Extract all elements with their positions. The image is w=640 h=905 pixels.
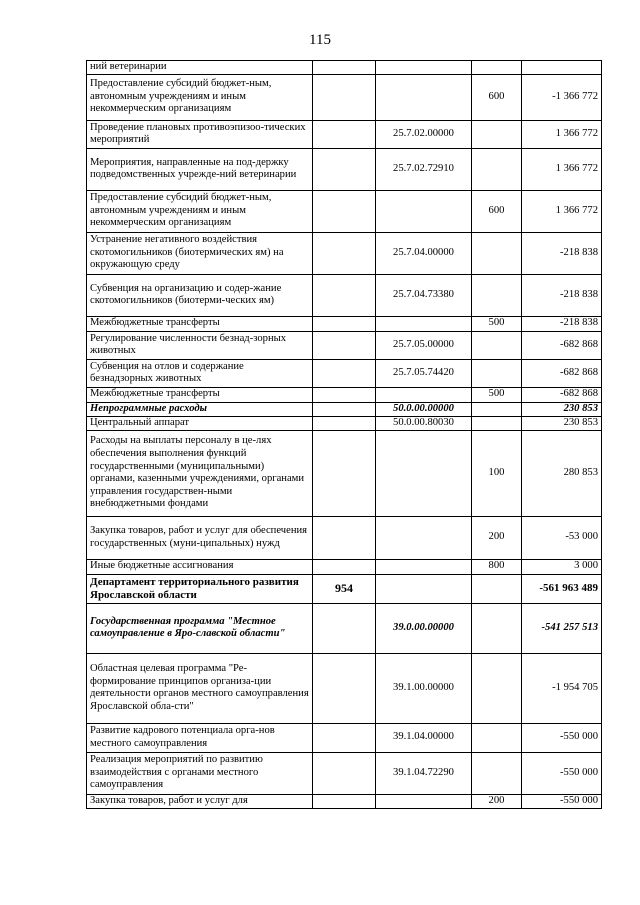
department-code-cell xyxy=(313,331,376,359)
row-name-cell: Закупка товаров, работ и услуг для xyxy=(87,794,313,808)
table-row xyxy=(87,723,602,752)
department-code-cell xyxy=(313,603,376,653)
row-name-cell: Предоставление субсидий бюджет-ным, автономным учреждениям и иным некоммерческим организациям xyxy=(87,74,313,120)
row-name-cell: ний ветеринарии xyxy=(87,61,313,75)
target-article-code-cell: 25.7.04.73380 xyxy=(376,274,472,316)
amount-cell: -561 963 489 xyxy=(522,574,602,603)
expense-type-cell xyxy=(472,331,522,359)
amount-cell: -682 868 xyxy=(522,331,602,359)
target-article-code-cell xyxy=(376,387,472,402)
amount-cell: -218 838 xyxy=(522,316,602,331)
expense-type-cell xyxy=(472,148,522,190)
amount-cell: -53 000 xyxy=(522,516,602,559)
expense-type-cell: 200 xyxy=(472,794,522,808)
table-row xyxy=(87,232,602,274)
target-article-code-cell: 25.7.05.74420 xyxy=(376,359,472,387)
expense-type-cell: 600 xyxy=(472,190,522,232)
table-row xyxy=(87,516,602,559)
row-name-cell: Реализация мероприятий по развитию взаимодействия с органами местного самоуправления xyxy=(87,752,313,794)
expense-type-cell xyxy=(472,120,522,148)
amount-cell: 280 853 xyxy=(522,430,602,516)
table-row xyxy=(87,794,602,808)
table-row xyxy=(87,190,602,232)
table-row xyxy=(87,559,602,574)
expense-type-cell xyxy=(472,274,522,316)
department-code-cell xyxy=(313,653,376,723)
amount-cell: 3 000 xyxy=(522,559,602,574)
amount-cell: -550 000 xyxy=(522,794,602,808)
row-name-cell: Устранение негативного воздействия скотомогильников (биотермических ям) на окружающую среду xyxy=(87,232,313,274)
amount-cell xyxy=(522,61,602,75)
table-row xyxy=(87,61,602,75)
amount-cell: 1 366 772 xyxy=(522,148,602,190)
expense-type-cell: 200 xyxy=(472,516,522,559)
department-code-cell xyxy=(313,402,376,416)
amount-cell: 1 366 772 xyxy=(522,190,602,232)
expense-type-cell: 100 xyxy=(472,430,522,516)
expense-type-cell: 600 xyxy=(472,74,522,120)
expense-type-cell xyxy=(472,61,522,75)
row-name-cell: Проведение плановых противоэпизоо-тических мероприятий xyxy=(87,120,313,148)
amount-cell: -682 868 xyxy=(522,387,602,402)
expense-type-cell: 500 xyxy=(472,387,522,402)
department-code-cell xyxy=(313,516,376,559)
expense-type-cell: 800 xyxy=(472,559,522,574)
row-name-cell: Мероприятия, направленные на под-держку подведомственных учрежде-ний ветеринарии xyxy=(87,148,313,190)
row-name-cell: Иные бюджетные ассигнования xyxy=(87,559,313,574)
page-number: 115 xyxy=(309,32,331,48)
target-article-code-cell: 25.7.02.72910 xyxy=(376,148,472,190)
expense-type-cell: 500 xyxy=(472,316,522,331)
expense-type-cell xyxy=(472,416,522,430)
department-code-cell xyxy=(313,232,376,274)
row-name-cell: Регулирование численности безнад-зорных животных xyxy=(87,331,313,359)
department-code-cell xyxy=(313,120,376,148)
target-article-code-cell xyxy=(376,794,472,808)
budget-table xyxy=(86,60,602,809)
target-article-code-cell: 50.0.00.00000 xyxy=(376,402,472,416)
row-name-cell: Государственная программа "Местное самоуправление в Яро-славской области" xyxy=(87,603,313,653)
amount-cell: -218 838 xyxy=(522,232,602,274)
table-row xyxy=(87,603,602,653)
department-code-cell xyxy=(313,274,376,316)
table-row xyxy=(87,331,602,359)
department-code-cell xyxy=(313,387,376,402)
row-name-cell: Центральный аппарат xyxy=(87,416,313,430)
table-row xyxy=(87,120,602,148)
row-name-cell: Областная целевая программа "Ре-формирование принципов организа-ции деятельности органов местного самоуправления Ярославской обла-сти" xyxy=(87,653,313,723)
amount-cell: -550 000 xyxy=(522,723,602,752)
target-article-code-cell xyxy=(376,61,472,75)
row-name-cell: Департамент территориального развития Ярославской области xyxy=(87,574,313,603)
target-article-code-cell xyxy=(376,559,472,574)
row-name-cell: Субвенция на организацию и содер-жание скотомогильников (биотерми-ческих ям) xyxy=(87,274,313,316)
table-row xyxy=(87,752,602,794)
amount-cell: -541 257 513 xyxy=(522,603,602,653)
row-name-cell: Закупка товаров, работ и услуг для обеспечения государственных (муни-ципальных) нужд xyxy=(87,516,313,559)
department-code-cell xyxy=(313,316,376,331)
department-code-cell xyxy=(313,359,376,387)
department-code-cell xyxy=(313,148,376,190)
amount-cell: 230 853 xyxy=(522,416,602,430)
target-article-code-cell: 39.1.00.00000 xyxy=(376,653,472,723)
department-code-cell: 954 xyxy=(313,574,376,603)
table-row xyxy=(87,387,602,402)
table-row xyxy=(87,274,602,316)
row-name-cell: Предоставление субсидий бюджет-ным, автономным учреждениям и иным некоммерческим организациям xyxy=(87,190,313,232)
target-article-code-cell: 39.1.04.72290 xyxy=(376,752,472,794)
row-name-cell: Непрограммные расходы xyxy=(87,402,313,416)
table-row xyxy=(87,402,602,416)
amount-cell: 230 853 xyxy=(522,402,602,416)
amount-cell: -550 000 xyxy=(522,752,602,794)
target-article-code-cell xyxy=(376,430,472,516)
row-name-cell: Расходы на выплаты персоналу в це-лях обеспечения выполнения функций государственными (муниципальными) органами, казенными учреждениями, органами управления государствен-ными внебюджетными фондами xyxy=(87,430,313,516)
row-name-cell: Развитие кадрового потенциала орга-нов местного самоуправления xyxy=(87,723,313,752)
expense-type-cell xyxy=(472,603,522,653)
target-article-code-cell: 25.7.05.00000 xyxy=(376,331,472,359)
amount-cell: -1 366 772 xyxy=(522,74,602,120)
table-row xyxy=(87,430,602,516)
department-code-cell xyxy=(313,61,376,75)
target-article-code-cell: 39.0.00.00000 xyxy=(376,603,472,653)
table-row xyxy=(87,574,602,603)
table-row xyxy=(87,416,602,430)
amount-cell: 1 366 772 xyxy=(522,120,602,148)
target-article-code-cell xyxy=(376,316,472,331)
table-row xyxy=(87,148,602,190)
target-article-code-cell xyxy=(376,574,472,603)
department-code-cell xyxy=(313,74,376,120)
row-name-cell: Межбюджетные трансферты xyxy=(87,387,313,402)
department-code-cell xyxy=(313,794,376,808)
row-name-cell: Межбюджетные трансферты xyxy=(87,316,313,331)
target-article-code-cell: 50.0.00.80030 xyxy=(376,416,472,430)
table-row xyxy=(87,653,602,723)
target-article-code-cell xyxy=(376,516,472,559)
department-code-cell xyxy=(313,559,376,574)
expense-type-cell xyxy=(472,752,522,794)
expense-type-cell xyxy=(472,723,522,752)
expense-type-cell xyxy=(472,574,522,603)
table-row xyxy=(87,316,602,331)
budget-table-body xyxy=(87,61,602,809)
expense-type-cell xyxy=(472,402,522,416)
amount-cell: -218 838 xyxy=(522,274,602,316)
amount-cell: -682 868 xyxy=(522,359,602,387)
department-code-cell xyxy=(313,190,376,232)
expense-type-cell xyxy=(472,232,522,274)
department-code-cell xyxy=(313,723,376,752)
row-name-cell: Субвенция на отлов и содержание безнадзорных животных xyxy=(87,359,313,387)
target-article-code-cell: 39.1.04.00000 xyxy=(376,723,472,752)
expense-type-cell xyxy=(472,653,522,723)
target-article-code-cell: 25.7.02.00000 xyxy=(376,120,472,148)
department-code-cell xyxy=(313,430,376,516)
target-article-code-cell: 25.7.04.00000 xyxy=(376,232,472,274)
department-code-cell xyxy=(313,416,376,430)
department-code-cell xyxy=(313,752,376,794)
target-article-code-cell xyxy=(376,74,472,120)
target-article-code-cell xyxy=(376,190,472,232)
table-row xyxy=(87,74,602,120)
table-row xyxy=(87,359,602,387)
amount-cell: -1 954 705 xyxy=(522,653,602,723)
expense-type-cell xyxy=(472,359,522,387)
